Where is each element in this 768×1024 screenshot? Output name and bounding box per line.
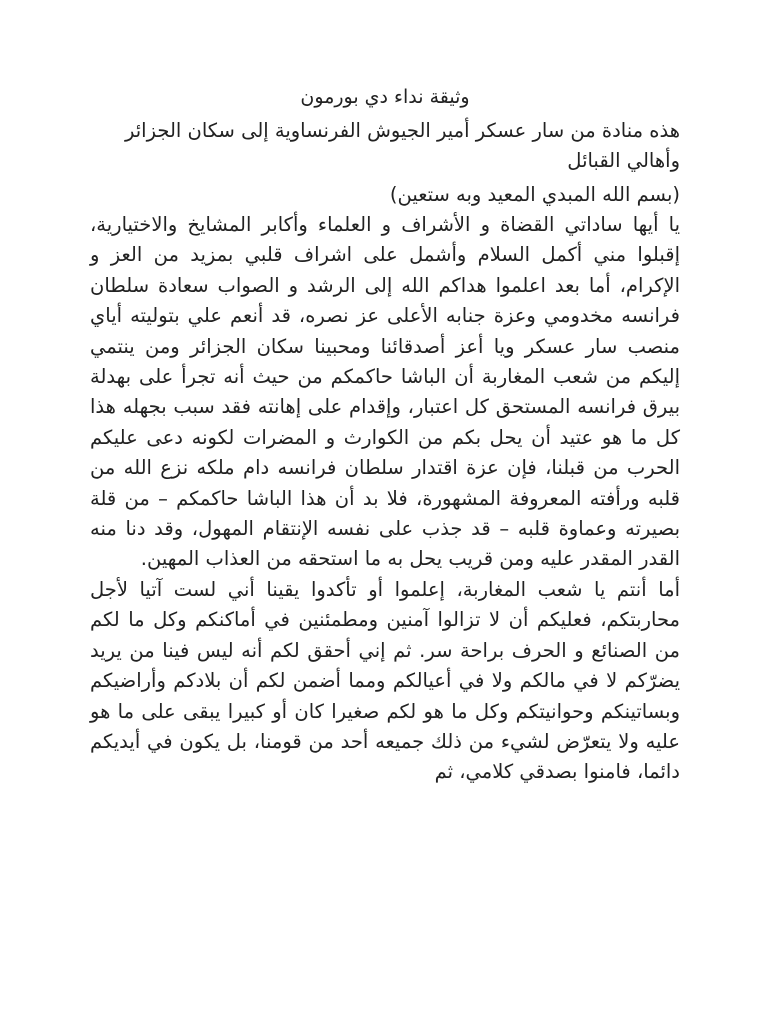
document-page <box>90 82 680 788</box>
paragraph-2: أما أنتم يا شعب المغاربة، إعلموا أو تأكدوا يقينا أني لست آتيا لأجل محاربتكم، فعليكم أن لا تزالوا آمنين ومطمئنين في أماكنكم وكل ما لكم من الصنائع و الحرف براحة سر. ثم إني أحقق لكم أنه ليس فينا من يريد يضرّكم لا في مالكم ولا في أعيالكم ومما أضمن لكم أن بلادكم وأراضيكم وبساتينكم وحوانيتكم وكل ما هو لكم صغيرا كان أو كبيرا يبقى على ما هو عليه ولا يتعرّض لشيء من ذلك جميعه أحد من قومنا، بل يكون في أيديكم دائما، فامنوا بصدقي كلامي، ثم <box>90 577 680 784</box>
paragraph-1: يا أيها ساداتي القضاة و الأشراف و العلماء وأكابر المشايخ والاختيارية، إقبلوا مني أكمل السلام وأشمل على اشراف قلبي بمزيد من العز و الإكرام، أما بعد اعلموا هداكم الله إلى الرشد و الصواب سعادة سلطان فرانسه مخدومي وعزة جنابه الأعلى عز نصره، قد أنعم علي بتوليته أياي منصب سار عسكر ويا أعز أصدقائنا ومحبينا سكان الجزائر ومن ينتمي إليكم من شعب المغاربة أن الباشا حاكمكم من حيث أنه تجرأ على بهدلة بيرق فرانسه المستحق كل اعتبار، وإقدام على إهانته فقد سبب بجهله هذا كل ما هو عتيد أن يحل بكم من الكوارث و المضرات لكونه دعى عليكم الحرب من قبلنا، فإن عزة اقتدار سلطان فرانسه دام ملكه نزع الله من قلبه ورأفته المعروفة المشهورة، فلا بد أن هذا الباشا حاكمكم – من قلة بصيرته وعماوة قلبه – قد جذب على نفسه الإنتقام المهول، وقد دنا منه القدر المقدر عليه ومن قريب يحل به ما استحقه من العذاب المهين. <box>90 213 680 571</box>
basmala-line: (بسم الله المبدي المعيد وبه ستعين) <box>389 183 680 206</box>
document-subtitle: هذه منادة من سار عسكر أمير الجيوش الفرنساوية إلى سكان الجزائر وأهالي القبائل <box>125 119 680 172</box>
document-title: وثيقة نداء دي بورمون <box>300 86 470 108</box>
